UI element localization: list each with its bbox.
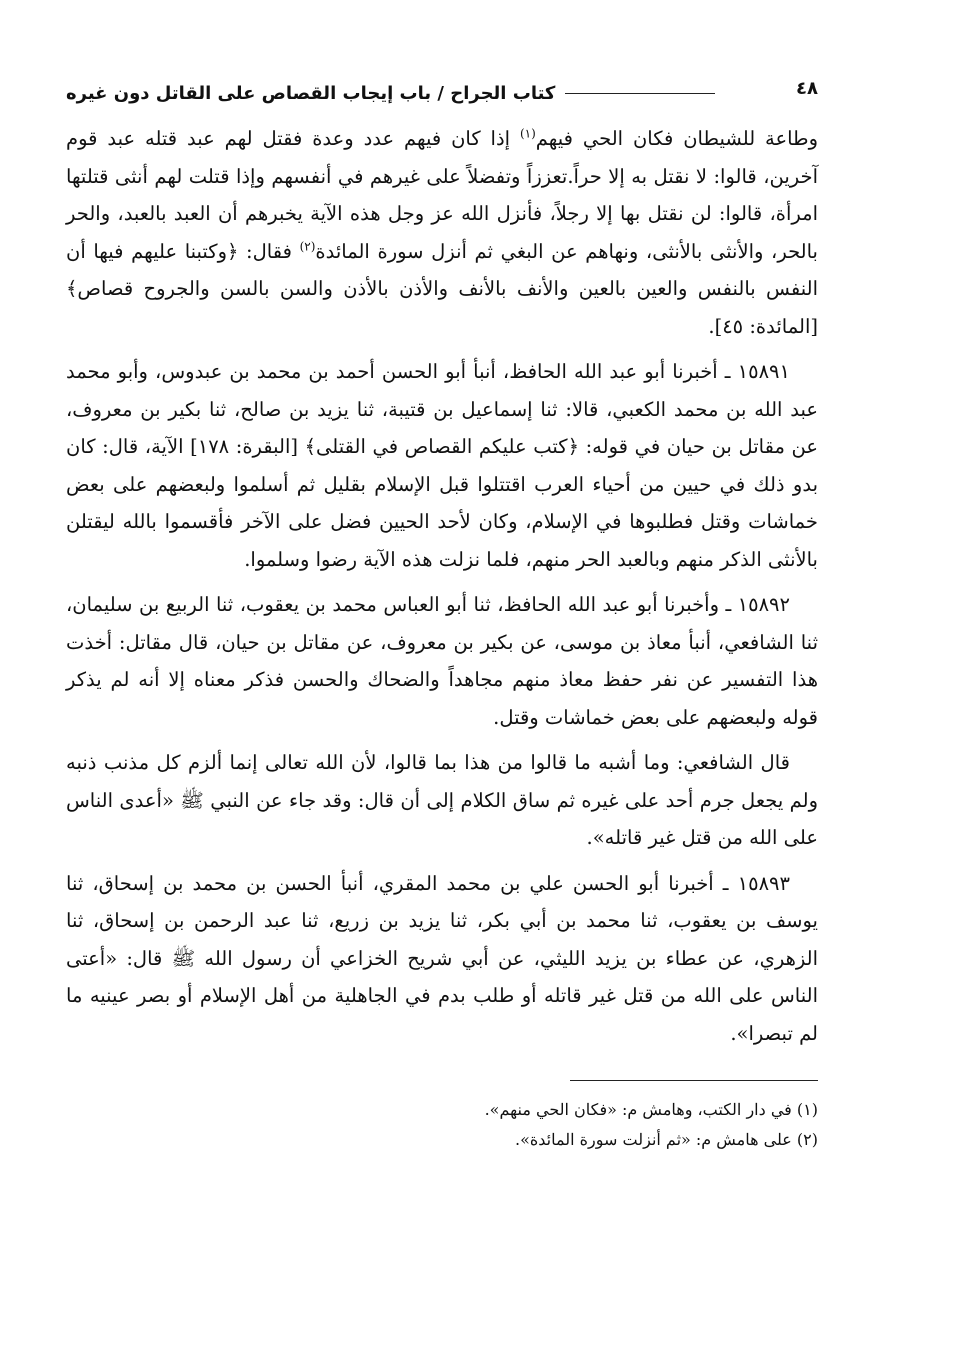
footnote-reference: (٢) bbox=[299, 239, 316, 253]
footnote-1: (١) في دار الكتب، وهامش م: «فكان الحي منهم». bbox=[484, 1100, 818, 1119]
header-rule bbox=[565, 93, 715, 94]
footnote-2: (٢) على هامش م: «ثم أنزلت سورة المائدة». bbox=[515, 1130, 818, 1149]
hadith-15891: ١٥٨٩١ ـ أخبرنا أبو عبد الله الحافظ، أنبأ أبو الحسن أحمد بن محمد بن عبدوس، وأبو محمد عبد الله بن محمد الكعبي، قالا: ثنا إسماعيل بن قتيبة، ثنا يزيد بن صالح، ثنا بكير بن معروف، عن مقاتل بن حيان في قوله: ﴿كتب عليكم القصاص في القتلى﴾ [البقرة: ١٧٨] الآية، قال: كان بدو ذلك في حيين من أحياء العرب اقتتلوا قبل الإسلام بقليل ثم أسلموا ولبعضهم على بعض خماشات وقتل فطلبوها في الإسلام، وكان لأحد الحيين فضل على الآخر فأقسموا بالله ليقتلن بالأنثى الذكر منهم وبالعبد الحر منهم، فلما نزلت هذه الآية رضوا وسلموا. bbox=[66, 360, 819, 571]
shafii-comment: قال الشافعي: وما أشبه ما قالوا من هذا بما قالوا، لأن الله تعالى إنما ألزم كل مذنب ذنبه ولم يجعل جرم أحد على غيره ثم ساق الكلام إلى أن قال: وقد جاء عن النبي ﷺ «أعدى الناس على الله من قتل غير قاتله». bbox=[66, 751, 818, 849]
paragraph-text: إذا كان فيهم عدد وعدة فقتل لهم عبد قتله عبد قوم آخرين، قالوا: لا نقتل به إلا حراً.تعززاً وتفضلاً على غيرهم في أنفسهم وإذا قتلت لهم أنثى قتلتها امرأة، قالوا: لن نقتل بها إلا رجلاً، فأنزل الله عز وجل هذه الآية يخبرهم أن العبد بالعبد، والحر بالحر، والأنثى بالأنثى، ونهاهم عن البغي ثم أنزل سورة المائدة bbox=[66, 127, 819, 263]
paragraph-text: وطاعة للشيطان فكان الحي فيهم bbox=[535, 127, 818, 150]
footnote-separator bbox=[570, 1080, 818, 1081]
body-text bbox=[66, 120, 818, 1052]
hadith-15892: ١٥٨٩٢ ـ وأخبرنا أبو عبد الله الحافظ، ثنا أبو العباس محمد بن يعقوب، ثنا الربيع بن سليمان، ثنا الشافعي، أنبأ معاذ بن موسى، عن بكير بن معروف، عن مقاتل بن حيان، قال مقاتل: أخذت هذا التفسير عن نفر حفظ معاذ منهم مجاهداً والضحاك والحسن فذكر معناه إلا أنه لم يذكر قوله ولبعضهم على بعض خماشات وقتل. bbox=[66, 593, 818, 729]
hadith-15893: ١٥٨٩٣ ـ أخبرنا أبو الحسن علي بن محمد المقري، أنبأ الحسن بن محمد بن إسحاق، ثنا يوسف بن يعقوب، ثنا محمد بن أبي بكر، ثنا يزيد بن زريع، ثنا عبد الرحمن بن إسحاق، ثنا الزهري، عن عطاء بن يزيد الليثي، عن أبي شريح الخزاعي أن رسول الله ﷺ قال: «أعتى الناس على الله من قتل غير قاتله أو طلب بدم في الجاهلية من أهل الإسلام أو بصر عينيه ما لم تبصرا». bbox=[66, 871, 818, 1045]
book-page bbox=[66, 78, 818, 1155]
running-title: كتاب الجراح / باب إيجاب القصاص على القاتل دون غيره bbox=[66, 83, 556, 104]
paragraph-text: فقال: ﴿وكتبنا عليهم فيها أن النفس بالنفس والعين بالعين والأنف بالأنف والأذن بالأذن والسن بالسن والجروح قصاص﴾ [المائدة: ٤٥]. bbox=[66, 239, 818, 338]
footnotes bbox=[66, 1095, 818, 1155]
page-number: ٤٨ bbox=[796, 78, 818, 99]
header-left-group bbox=[66, 83, 715, 104]
running-header bbox=[66, 78, 818, 114]
header-right-group bbox=[796, 78, 818, 99]
footnote-reference: (١) bbox=[519, 126, 536, 141]
paragraph-continuation bbox=[66, 120, 818, 345]
